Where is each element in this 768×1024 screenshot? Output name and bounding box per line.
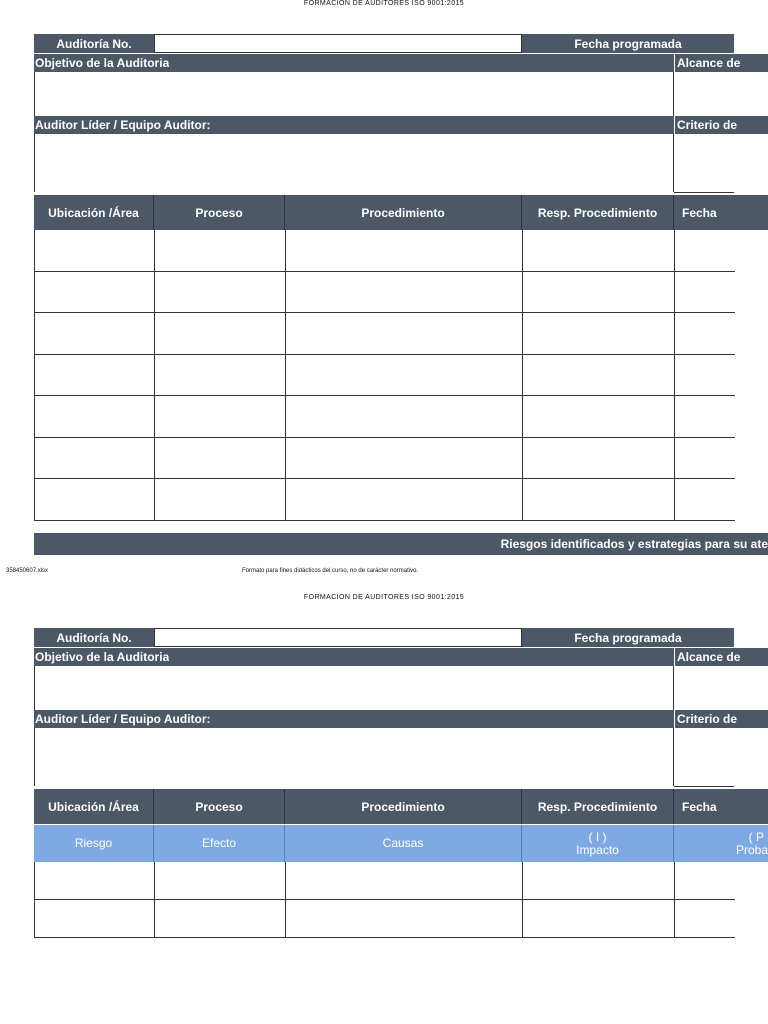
- footer-note: Formato para fines didácticos del curso, no de carácter normativo.: [242, 568, 419, 574]
- table-cell[interactable]: [155, 479, 286, 521]
- table-cell[interactable]: [286, 900, 523, 938]
- table-cell[interactable]: [35, 230, 155, 272]
- risk-header-probability: ( P Proba: [735, 829, 768, 857]
- column-header-location: Ubicación /Área: [34, 195, 154, 230]
- audit-no-label: Auditoría No.: [34, 34, 154, 53]
- table-cell[interactable]: [523, 396, 675, 438]
- table-cell[interactable]: [286, 479, 523, 521]
- objective-label-2: Objetivo de la Auditoria: [34, 648, 674, 666]
- risk-table: [34, 862, 734, 938]
- table-cell[interactable]: [675, 355, 735, 397]
- column-header-procedure-2: Procedimiento: [285, 789, 522, 824]
- columns-header-row-2: [34, 789, 768, 824]
- lead-auditor-field-2[interactable]: [34, 728, 674, 786]
- table-cell[interactable]: [675, 272, 735, 314]
- table-cell[interactable]: [675, 230, 735, 272]
- table-cell[interactable]: [523, 900, 675, 938]
- columns-header-row: [34, 195, 768, 230]
- table-cell[interactable]: [155, 900, 286, 938]
- column-header-process: Proceso: [154, 195, 285, 230]
- divider-2: [674, 786, 734, 787]
- scope-label: Alcance de: [674, 54, 768, 72]
- risk-header-effect: Efecto: [154, 825, 285, 862]
- table-cell[interactable]: [155, 862, 286, 900]
- table-cell[interactable]: [155, 438, 286, 480]
- criteria-label: Criterio de: [674, 116, 768, 134]
- lead-auditor-field[interactable]: [34, 134, 674, 192]
- table-cell[interactable]: [35, 862, 155, 900]
- column-header-location-2: Ubicación /Área: [34, 789, 154, 824]
- audit-no-field-2[interactable]: [154, 628, 522, 647]
- risk-columns-header-row: [34, 825, 768, 862]
- table-cell[interactable]: [675, 862, 735, 900]
- table-cell[interactable]: [675, 438, 735, 480]
- table-cell[interactable]: [35, 355, 155, 397]
- lead-auditor-label: Auditor Líder / Equipo Auditor:: [34, 116, 674, 134]
- document-title-2: FORMACION DE AUDITORES ISO 9001:2015: [303, 594, 465, 601]
- table-cell[interactable]: [675, 900, 735, 938]
- scheduled-date-label-2: Fecha programada: [522, 628, 734, 647]
- scope-label-2: Alcance de: [674, 648, 768, 666]
- risk-header-risk: Riesgo: [34, 825, 154, 862]
- table-cell[interactable]: [286, 862, 523, 900]
- table-cell[interactable]: [675, 313, 735, 355]
- table-cell[interactable]: [35, 272, 155, 314]
- footer-filename: 358450607.xlsx: [6, 568, 49, 574]
- audit-no-label-2: Auditoría No.: [34, 628, 154, 647]
- table-cell[interactable]: [523, 479, 675, 521]
- column-header-date: Fecha: [682, 205, 717, 220]
- table-cell[interactable]: [155, 230, 286, 272]
- table-cell[interactable]: [155, 272, 286, 314]
- column-header-responsible: Resp. Procedimiento: [522, 195, 674, 230]
- table-cell[interactable]: [155, 313, 286, 355]
- column-header-date-2: Fecha: [682, 799, 717, 814]
- objective-label: Objetivo de la Auditoria: [34, 54, 674, 72]
- table-cell[interactable]: [523, 862, 675, 900]
- objective-field[interactable]: [34, 72, 674, 116]
- risk-header-causes: Causas: [285, 825, 522, 862]
- table-cell[interactable]: [35, 313, 155, 355]
- lead-auditor-label-2: Auditor Líder / Equipo Auditor:: [34, 710, 674, 728]
- table-cell[interactable]: [675, 479, 735, 521]
- objective-field-2[interactable]: [34, 666, 674, 710]
- risks-banner: Riesgos identificados y estrategias para su ate: [34, 533, 768, 555]
- table-cell[interactable]: [286, 272, 523, 314]
- column-header-responsible-2: Resp. Procedimiento: [522, 789, 674, 824]
- table-cell[interactable]: [523, 230, 675, 272]
- table-cell[interactable]: [286, 396, 523, 438]
- table-cell[interactable]: [155, 396, 286, 438]
- column-header-procedure: Procedimiento: [285, 195, 522, 230]
- audit-no-field[interactable]: [154, 34, 522, 53]
- table-cell[interactable]: [35, 396, 155, 438]
- table-cell[interactable]: [286, 438, 523, 480]
- scheduled-date-label: Fecha programada: [522, 34, 734, 53]
- audit-plan-table: [34, 230, 734, 521]
- table-cell[interactable]: [286, 230, 523, 272]
- table-cell[interactable]: [523, 313, 675, 355]
- table-cell[interactable]: [286, 313, 523, 355]
- document-title: FORMACION DE AUDITORES ISO 9001:2015: [303, 0, 465, 7]
- table-cell[interactable]: [35, 479, 155, 521]
- column-header-process-2: Proceso: [154, 789, 285, 824]
- divider: [674, 192, 734, 193]
- table-cell[interactable]: [523, 272, 675, 314]
- criteria-label-2: Criterio de: [674, 710, 768, 728]
- table-cell[interactable]: [675, 396, 735, 438]
- table-cell[interactable]: [35, 900, 155, 938]
- table-cell[interactable]: [35, 438, 155, 480]
- table-cell[interactable]: [286, 355, 523, 397]
- table-cell[interactable]: [523, 438, 675, 480]
- table-cell[interactable]: [155, 355, 286, 397]
- table-cell[interactable]: [523, 355, 675, 397]
- risk-header-impact: ( I ) Impacto: [522, 825, 674, 862]
